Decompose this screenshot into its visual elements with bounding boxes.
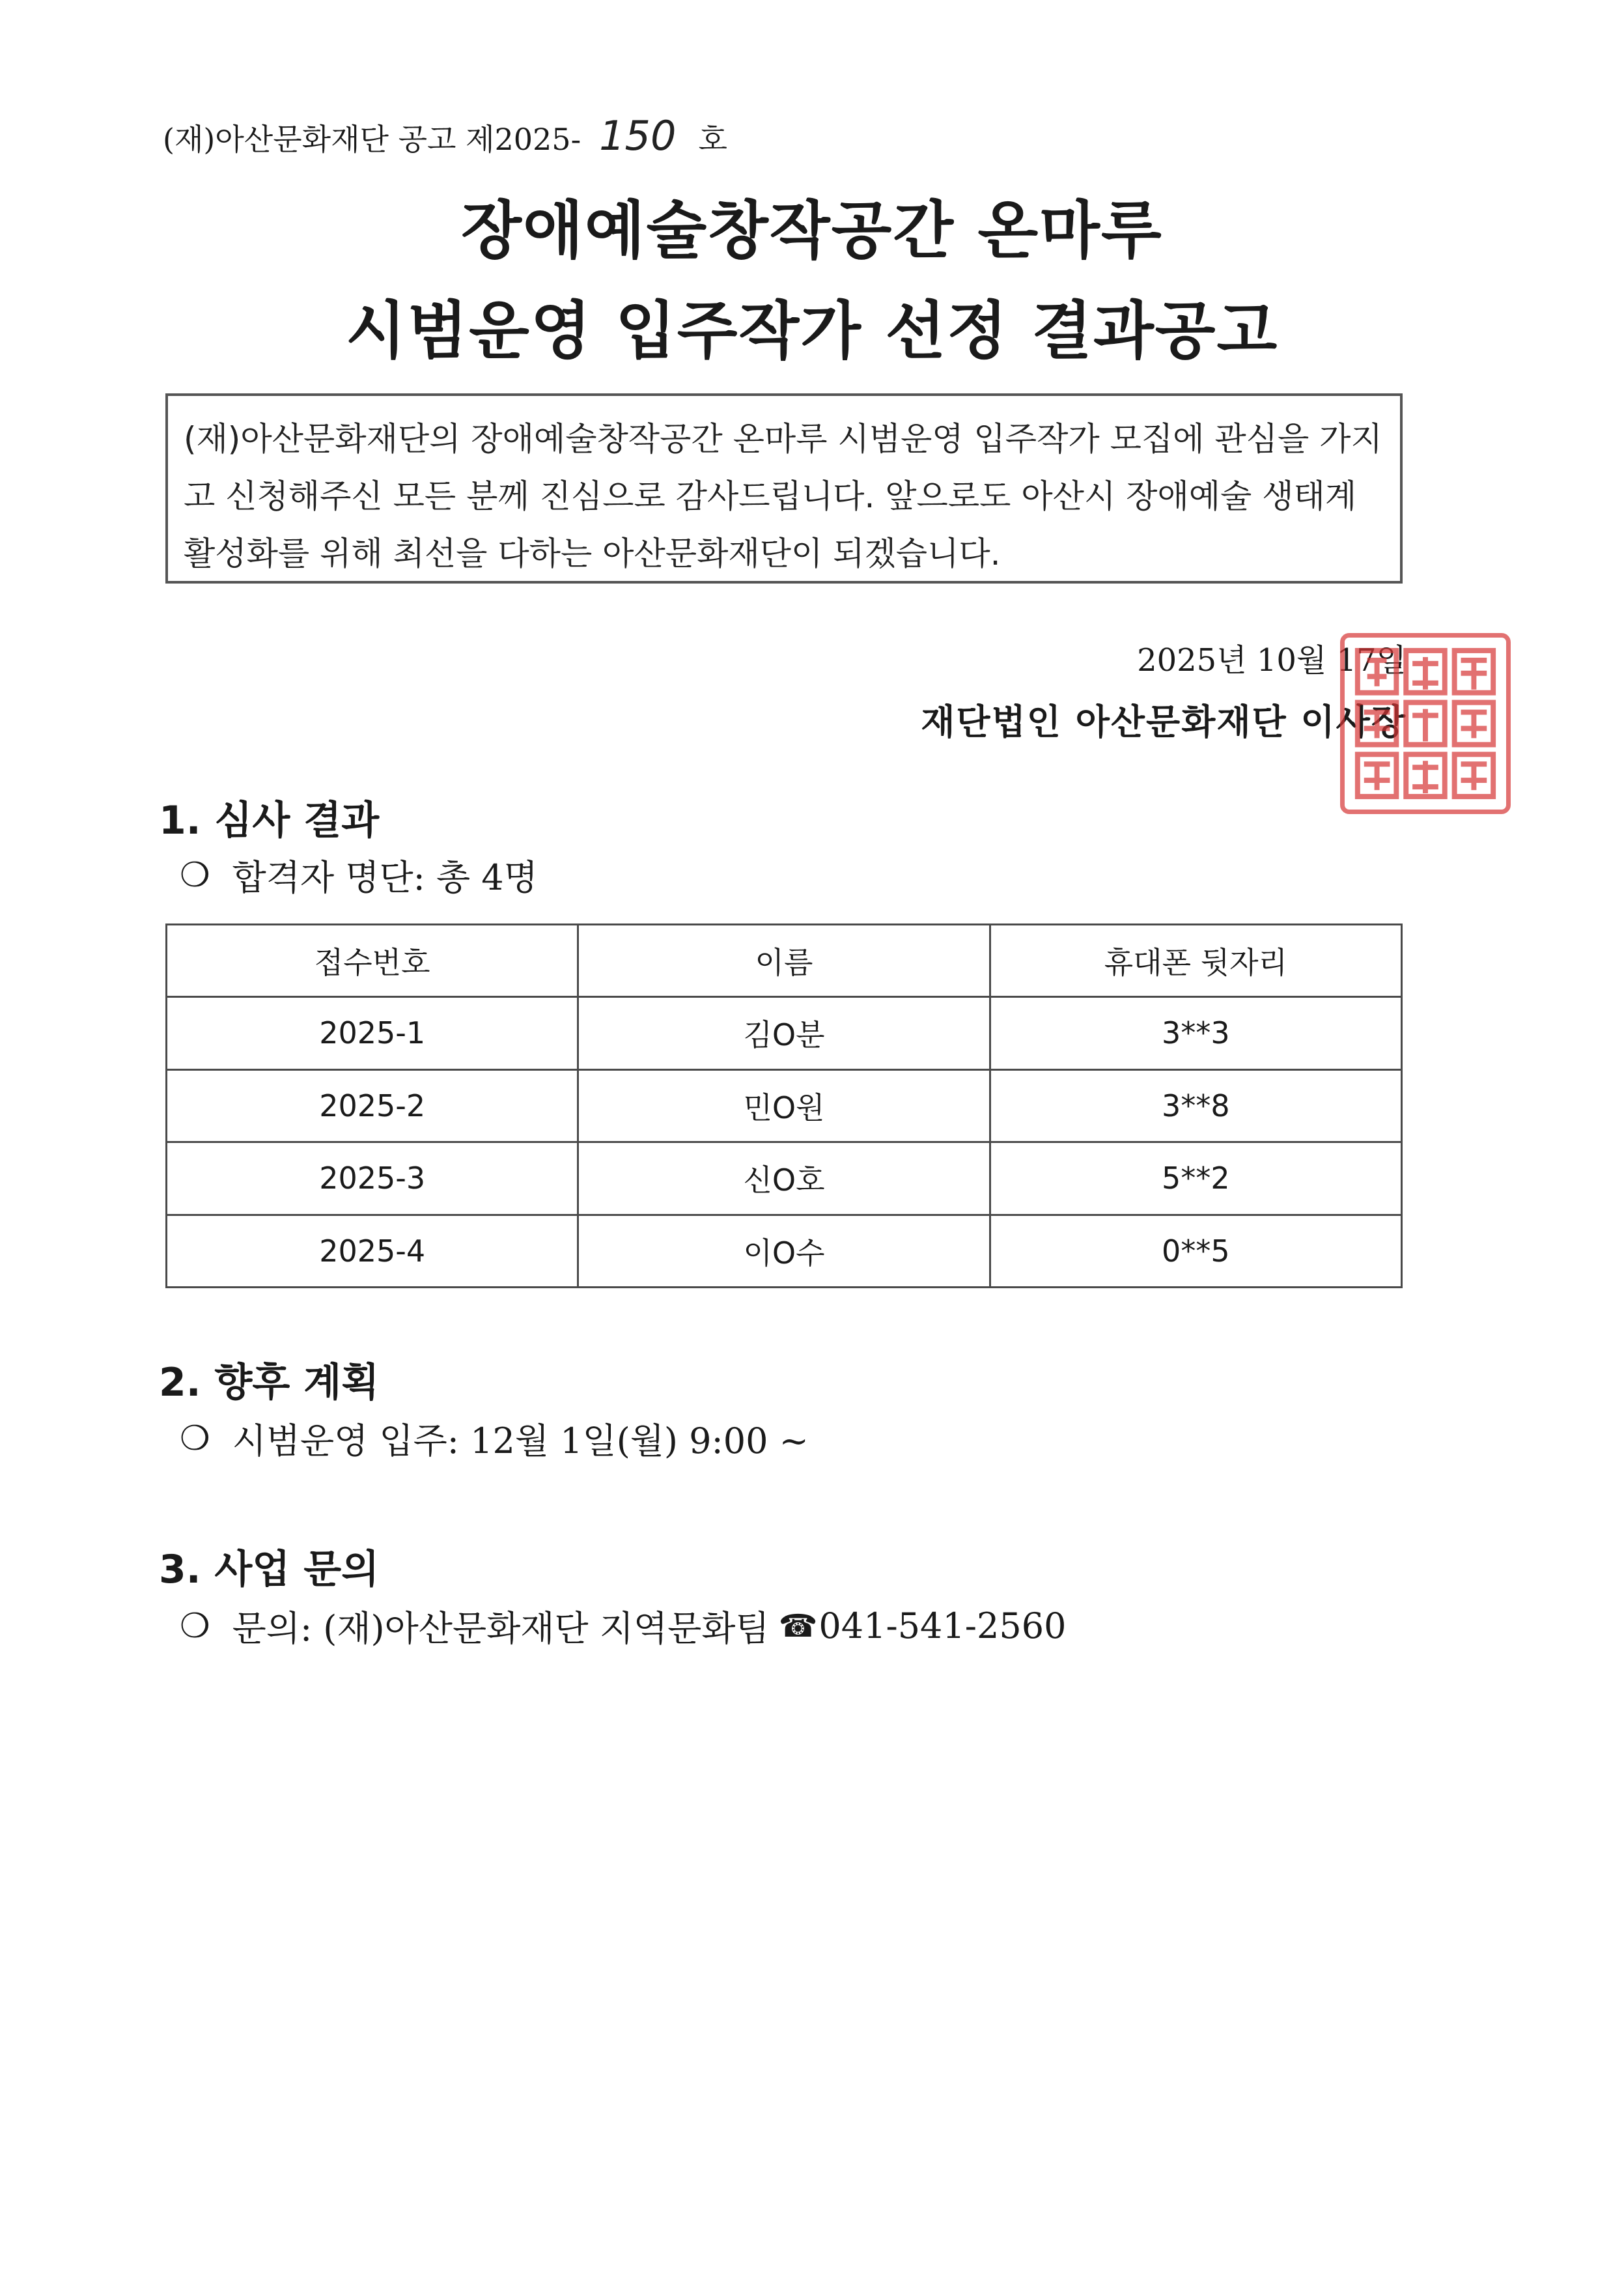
bullet-text: 시범운영 입주: 12월 1일(월) 9:00 ~: [232, 1420, 809, 1461]
table-cell: 2025-4: [167, 1215, 578, 1288]
table-row: [167, 1215, 1402, 1288]
table-cell: 2025-3: [167, 1142, 578, 1215]
table-cell: 신O호: [578, 1142, 990, 1215]
bullet-text: 문의: (재)아산문화재단 지역문화팀: [232, 1608, 770, 1649]
table-cell: 민O원: [578, 1069, 990, 1142]
table-cell: 2025-2: [167, 1069, 578, 1142]
table-cell: 0**5: [990, 1215, 1401, 1288]
page-title-line-2: 시범운영 입주작가 선정 결과공고: [345, 294, 1279, 367]
circle-bullet-icon: ❍: [180, 855, 210, 895]
issuer-name: 재단법인 아산문화재단 이사장: [921, 701, 1407, 742]
column-header: 접수번호: [167, 925, 578, 997]
table-cell: 이O수: [578, 1215, 990, 1288]
page-title-line-1: 장애예술창작공간 온마루: [461, 194, 1163, 267]
notice-suffix: 호: [698, 122, 727, 157]
table-cell: 3**3: [990, 997, 1401, 1070]
official-seal-stamp: [1340, 633, 1511, 814]
table-row: [167, 1142, 1402, 1215]
issue-date: 2025년 10월 17일: [1137, 642, 1407, 679]
seal-icon: [1345, 638, 1506, 810]
table-cell: 김O분: [578, 997, 990, 1070]
intro-text: (재)아산문화재단의 장애예술창작공간 온마루 시범운영 입주작가 모집에 관심을 가지고 신청해주신 모든 분께 진심으로 감사드립니다. 앞으로도 아산시 장애예술 생태계 활성화를 위해 최선을 다하는 아산문화재단이 되겠습니다.: [184, 420, 1382, 572]
telephone-icon: ☎: [778, 1607, 818, 1644]
table-header-row: [167, 925, 1402, 997]
circle-bullet-icon: ❍: [180, 1418, 210, 1458]
handwritten-notice-number: 150: [599, 112, 677, 160]
table-row: [167, 1069, 1402, 1142]
results-table: [165, 923, 1403, 1288]
column-header: 휴대폰 뒷자리: [990, 925, 1401, 997]
circle-bullet-icon: ❍: [180, 1606, 210, 1646]
bullet-move-in: [180, 1413, 809, 1463]
bullet-contact: [180, 1601, 1066, 1651]
table-cell: 3**8: [990, 1069, 1401, 1142]
table-row: [167, 997, 1402, 1070]
section-heading-inquiry: 3. 사업 문의: [159, 1547, 380, 1592]
section-heading-future-plan: 2. 향후 계획: [159, 1360, 380, 1405]
section-heading-review-result: 1. 심사 결과: [159, 798, 380, 843]
column-header: 이름: [578, 925, 990, 997]
table-cell: 5**2: [990, 1142, 1401, 1215]
bullet-text: 합격자 명단: 총 4명: [232, 857, 538, 898]
notice-prefix: (재)아산문화재단 공고 제2025-: [163, 122, 581, 157]
notice-number-line: [163, 112, 727, 160]
intro-box: [165, 393, 1403, 584]
table-cell: 2025-1: [167, 997, 578, 1070]
bullet-passed-list: [180, 850, 538, 900]
phone-number: 041-541-2560: [819, 1605, 1067, 1646]
